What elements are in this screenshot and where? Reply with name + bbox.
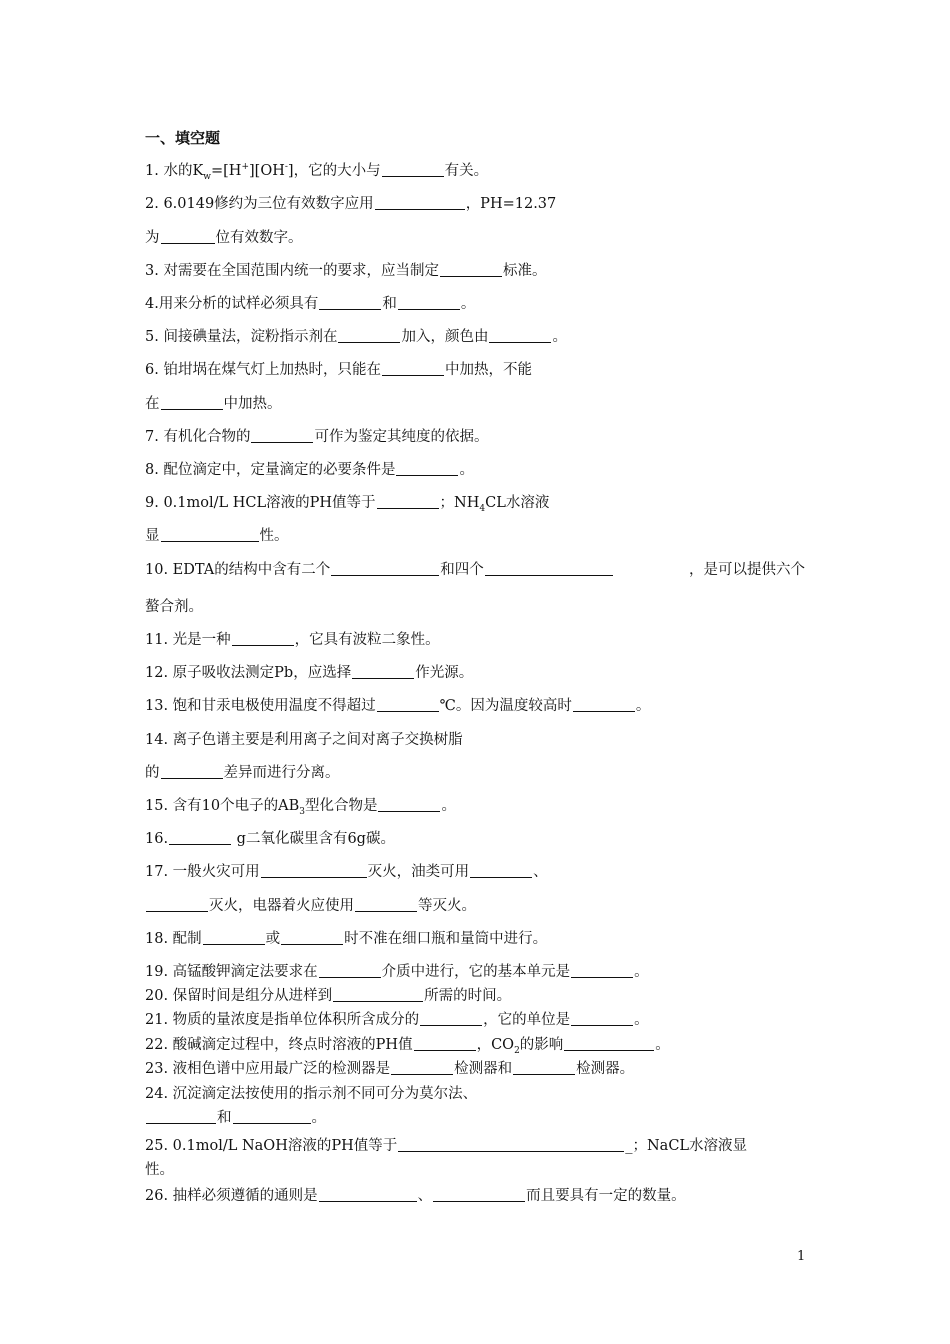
answer-blank[interactable] <box>470 862 532 878</box>
question-9-cont: 显 性。 <box>145 528 289 544</box>
question-13: 13. 饱和甘汞电极使用温度不得超过 ℃。因为温度较高时 。 <box>145 698 651 714</box>
question-11: 11. 光是一种 ，它具有波粒二象性。 <box>145 632 440 648</box>
question-8: 8. 配位滴定中，定量滴定的必要条件是 。 <box>145 462 474 478</box>
answer-blank[interactable] <box>319 962 381 978</box>
question-15: 15. 含有10个电子的$AB_3$型化合物是 。 <box>145 798 456 817</box>
question-12: 12. 原子吸收法测定Pb，应选择 作光源。 <box>145 665 474 681</box>
question-6: 6. 铂坩埚在煤气灯上加热时，只能在 中加热，不能 <box>145 362 532 378</box>
answer-blank[interactable] <box>355 896 417 912</box>
answer-blank[interactable] <box>382 161 444 177</box>
answer-blank[interactable] <box>169 829 231 845</box>
answer-blank[interactable] <box>203 929 265 945</box>
answer-blank[interactable] <box>233 1108 311 1124</box>
answer-blank[interactable] <box>571 1010 633 1026</box>
question-2-cont: 为 位有效数字。 <box>145 230 303 246</box>
answer-blank[interactable] <box>571 962 633 978</box>
answer-blank[interactable] <box>377 493 439 509</box>
question-5: 5. 间接碘量法，淀粉指示剂在 加入，颜色由 。 <box>145 329 567 345</box>
answer-blank[interactable] <box>391 1059 453 1075</box>
answer-blank[interactable] <box>333 986 423 1002</box>
answer-blank[interactable] <box>161 763 223 779</box>
answer-blank[interactable] <box>338 327 400 343</box>
question-21: 21. 物质的量浓度是指单位体积所含成分的 ，它的单位是 。 <box>145 1012 649 1028</box>
answer-blank[interactable] <box>319 1186 417 1202</box>
answer-blank[interactable] <box>161 526 259 542</box>
question-16: 16. g二氧化碳里含有6g碳。 <box>145 831 395 847</box>
section-title: 一、填空题 <box>145 129 221 147</box>
answer-blank[interactable] <box>489 327 551 343</box>
answer-blank[interactable] <box>378 796 440 812</box>
question-10-cont: 螯合剂。 <box>145 599 203 615</box>
answer-blank[interactable] <box>331 560 439 576</box>
answer-blank[interactable] <box>146 1108 216 1124</box>
question-26: 26. 抽样必须遵循的通则是 、 而且要具有一定的数量。 <box>145 1188 686 1204</box>
answer-blank[interactable] <box>375 194 465 210</box>
question-24: 24. 沉淀滴定法按使用的指示剂不同可分为莫尔法、 <box>145 1086 478 1102</box>
question-25-cont: 性。 <box>145 1162 174 1178</box>
question-6-cont: 在 中加热。 <box>145 396 282 412</box>
question-25: 25. 0.1mol/L NaOH溶液的PH值等于 _；NaCL水溶液显 <box>145 1138 748 1154</box>
question-2: 2. 6.0149修约为三位有效数字应用 ，PH=12.37 <box>145 196 557 212</box>
answer-blank[interactable] <box>377 696 439 712</box>
question-17-cont: 灭火，电器着火应使用 等灭火。 <box>145 896 476 916</box>
question-23: 23. 液相色谱中应用最广泛的检测器是 检测器和 检测器。 <box>145 1061 635 1077</box>
question-7: 7. 有机化合物的 可作为鉴定其纯度的依据。 <box>145 429 489 445</box>
answer-blank[interactable] <box>161 394 223 410</box>
question-17: 17. 一般火灾可用 灭火，油类可用 、 <box>145 864 548 880</box>
answer-blank[interactable] <box>398 1136 624 1152</box>
answer-blank[interactable] <box>564 1035 654 1051</box>
answer-blank[interactable] <box>485 560 613 576</box>
question-4: 4.用来分析的试样必须具有 和 。 <box>145 296 476 312</box>
question-24-cont: 和 。 <box>145 1108 326 1128</box>
answer-blank[interactable] <box>161 228 215 244</box>
question-18: 18. 配制 或 时不准在细口瓶和量筒中进行。 <box>145 931 548 947</box>
answer-blank[interactable] <box>398 294 460 310</box>
answer-blank[interactable] <box>382 360 444 376</box>
answer-blank[interactable] <box>281 929 343 945</box>
answer-blank[interactable] <box>251 427 313 443</box>
page-number: 1 <box>797 1249 806 1264</box>
answer-blank[interactable] <box>146 896 208 912</box>
question-22: 22. 酸碱滴定过程中，终点时溶液的PH值 ，$CO_2$的影响 。 <box>145 1037 670 1056</box>
question-19: 19. 高锰酸钾滴定法要求在 介质中进行，它的基本单元是 。 <box>145 964 649 980</box>
question-10: 10. EDTA的结构中含有二个 和四个 ，是可以提供六个 <box>145 562 805 578</box>
question-9: 9. 0.1mol/L HCL溶液的PH值等于 ；$NH_4CL$水溶液 <box>145 495 550 514</box>
answer-blank[interactable] <box>433 1186 525 1202</box>
answer-blank[interactable] <box>396 460 458 476</box>
question-14-cont: 的 差异而进行分离。 <box>145 765 340 781</box>
question-3: 3. 对需要在全国范围内统一的要求，应当制定 标准。 <box>145 263 547 279</box>
answer-blank[interactable] <box>573 696 635 712</box>
answer-blank[interactable] <box>352 663 414 679</box>
question-14: 14. 离子色谱主要是利用离子之间对离子交换树脂 <box>145 732 463 748</box>
answer-blank[interactable] <box>513 1059 575 1075</box>
answer-blank[interactable] <box>261 862 367 878</box>
answer-blank[interactable] <box>319 294 381 310</box>
answer-blank[interactable] <box>414 1035 476 1051</box>
answer-blank[interactable] <box>232 630 294 646</box>
answer-blank[interactable] <box>420 1010 482 1026</box>
answer-blank[interactable] <box>440 261 502 277</box>
question-1: 1. 水的$K_w=[H^+][OH^-]$，它的大小与 有关。 <box>145 162 489 182</box>
question-20: 20. 保留时间是组分从进样到 所需的时间。 <box>145 988 512 1004</box>
